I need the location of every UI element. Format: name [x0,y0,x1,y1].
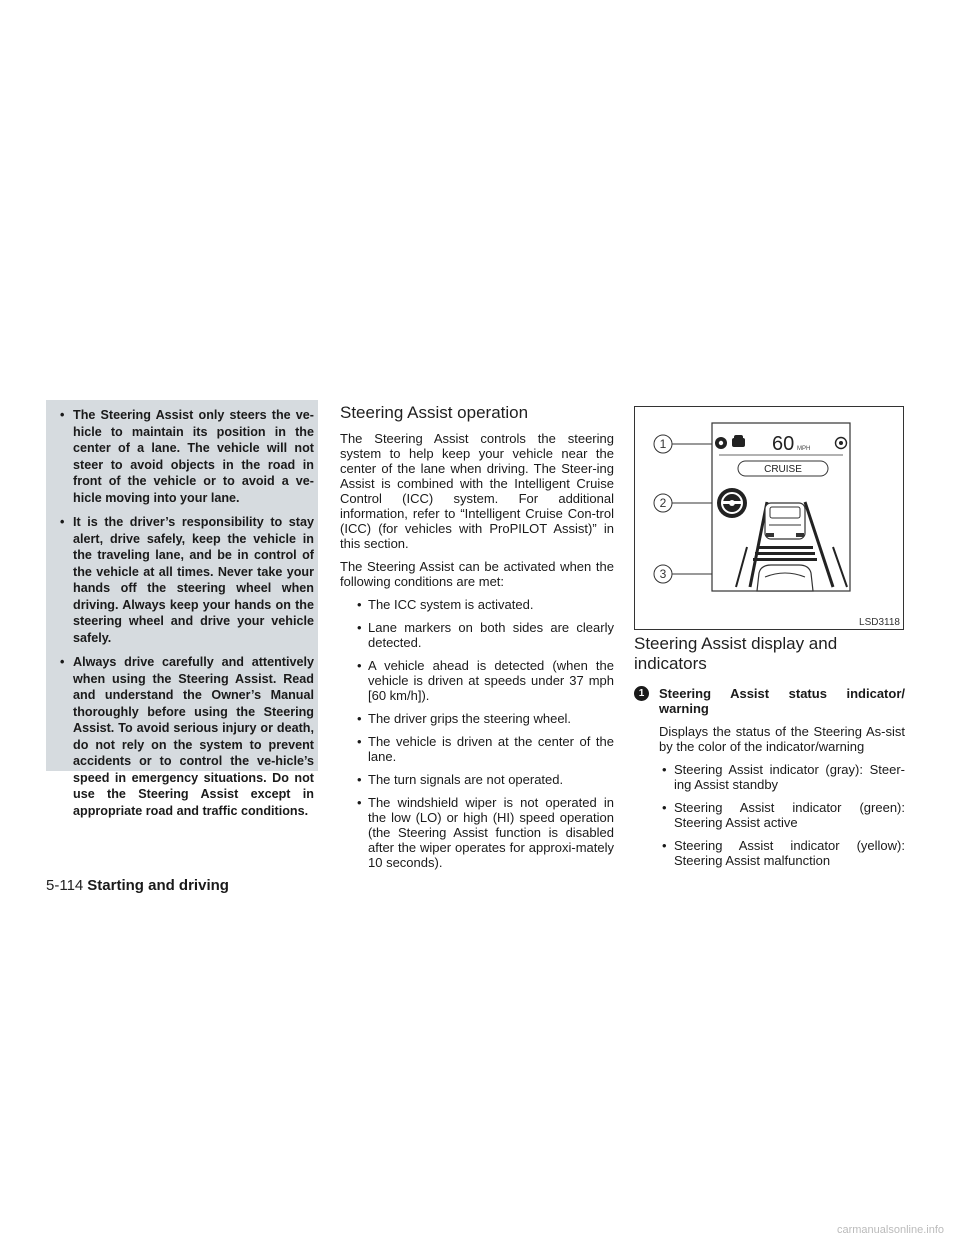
item-title: Steering Assist status indicator/ warning [659,686,905,716]
item-number-badge: 1 [634,686,649,701]
states-list [659,762,905,868]
indicator-item-body [659,724,905,868]
warning-item: • The Steering Assist only steers the ve-hicle to maintain its position in the center of a lane. The vehicle will not steer to avoid objects in the road in front of the vehicle or to avoid a ve-hicle moving into your lane. [56,407,314,506]
svg-text:1: 1 [659,437,667,451]
condition-item: • The windshield wiper is not operated in the low (LO) or high (HI) speed operation (the Steering Assist function is disabled after the wiper operates for approxi-mately 10 seconds). [353,795,614,870]
warning-item: • It is the driver’s responsibility to stay alert, drive safely, keep the vehicle in the traveling lane, and be in control of the vehicle at all times. Never take your hands off the steering wheel when driving. Always keep your hands on the steering wheel and drive your vehicle safely. [56,514,314,646]
warning-list [56,407,314,819]
meter-illustration [635,407,903,629]
operation-heading: Steering Assist operation [340,403,529,422]
svg-text:2: 2 [659,496,667,510]
state-item: • Steering Assist indicator (yellow): Steering Assist malfunction [659,838,905,868]
steering-assist-icon [717,488,747,518]
item-description: Displays the status of the Steering As-sist by the color of the indicator/warning [659,724,905,754]
condition-item: • The turn signals are not operated. [353,772,614,787]
operation-paragraph: The Steering Assist can be activated when the following conditions are met: [340,559,614,589]
callout-1 [654,435,721,453]
display-section [634,634,905,876]
lead-vehicle-icon [765,503,805,539]
display-heading: Steering Assist display and indicators [634,634,838,673]
page-footer [46,877,229,894]
page-number: 5-114 [46,877,84,894]
figure-code: LSD3118 [859,617,900,628]
condition-item: • The driver grips the steering wheel. [353,711,614,726]
state-item: • Steering Assist indicator (gray): Steer-ing Assist standby [659,762,905,792]
svg-text:3: 3 [659,567,667,581]
condition-item: • The ICC system is activated. [353,597,614,612]
warning-item: • Always drive carefully and attentively when using the Steering Assist. Read and understand the Owner’s Manual thoroughly before using the Steering Assist. To avoid serious injury or death, do not rely on the system to prevent accidents or to control the ve-hicle’s speed in emergency situations. Do not use the Steering Assist except in appropriate road and traffic conditions. [56,654,314,819]
steering-indicator-icon [715,437,727,449]
cruise-label: CRUISE [764,464,802,475]
speed-value: 60 [772,433,795,455]
own-vehicle-icon [757,565,813,591]
operation-paragraph: The Steering Assist controls the steering system to help keep your vehicle near the center of the lane when driving. The Steer-ing Assist is combined with the Intelligent Cruise Control (ICC) system. For additional information, refer to “Intelligent Cruise Con-trol (ICC) (for vehicles with ProPILOT Assist)” in this section. [340,431,614,551]
operation-section [340,403,614,878]
callout-2 [654,494,720,512]
watermark: carmanualsonline.info [836,1224,944,1236]
state-item: • Steering Assist indicator (green): Steering Assist active [659,800,905,830]
speed-unit: MPH [797,446,811,452]
distance-bars [753,546,817,561]
condition-item: • Lane markers on both sides are clearly detected. [353,620,614,650]
warning-box [46,400,318,818]
conditions-list [340,597,614,870]
indicator-item-header [634,686,905,716]
condition-item: • The vehicle is driven at the center of the lane. [353,734,614,764]
section-name: Starting and driving [87,877,229,894]
display-figure [634,406,904,630]
condition-item: • A vehicle ahead is detected (when the vehicle is driven at speeds under 37 mph [60 km/h]). [353,658,614,703]
